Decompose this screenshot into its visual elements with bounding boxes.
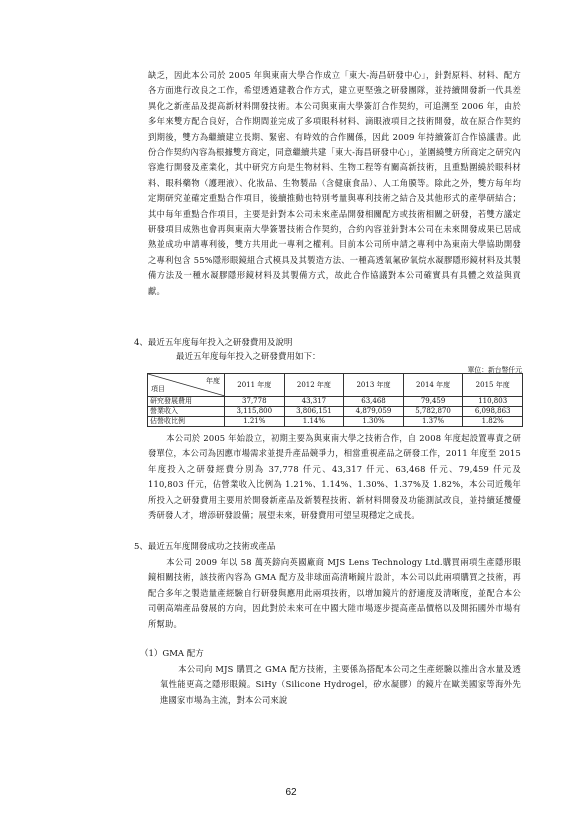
row-label: 佔營收比例: [148, 417, 225, 427]
paragraph-gma: [160, 662, 521, 708]
year-header: 2011 年度: [225, 374, 285, 397]
table-cell: 79,459: [403, 397, 463, 407]
table-cell: 43,317: [284, 397, 344, 407]
rd-expense-table: [147, 373, 523, 427]
year-header: 2013 年度: [344, 374, 404, 397]
corner-item-label: 項目: [151, 385, 165, 393]
table-header-row: [148, 374, 523, 397]
table-cell: 37,778: [225, 397, 285, 407]
year-header: 2012 年度: [284, 374, 344, 397]
table-corner-cell: [148, 374, 225, 397]
table-cell: 4,879,059: [344, 407, 404, 417]
paragraph-text: 缺乏，因此本公司於 2005 年與東南大學合作成立「東大-海昌研發中心」，針對原料、材料、配方各方面進行改良之工作，希望透過建教合作方式，建立更堅強之研發團隊，並持續開發新一代具差異化之新產品及提高新材料開發技術。本公司與東南大學簽訂合作契約，可追溯至 2006 年，由於多年來雙方配合良好，合作期間並完成了多項眼科材料、滴眼液項目之技術開發，故在原合作契約到期後，雙方為繼續建立長期、緊密、有時效的合作關係，因此 2009 年持續簽訂合作協議書。此份合作契約內容為根據雙方商定，同意繼續共建「東大-海昌研發中心」，並圍繞雙方所商定之研究內容進行開發及產業化，其中研究方向是生物材料、生物工程等有關高新技術，且重點圍繞於眼科材料、眼科藥物（護理液）、化妝品、生物製品（含健康食品）、人工角膜等。除此之外，雙方每年均定期研究並確定重點合作項目，後續推動也特別考量與專利技術之結合及其他形式的產學研結合；其中每年重點合作項目，主要是針對本公司未來產品開發相關配方或技術相關之研發，若雙方議定研發項目成熟也會再與東南大學簽署技術合作契約，合約內容並針對本公司在未來開發成果已居成熟並成功申請專利後，雙方共用此一專利之權利。目前本公司所申請之專利中為東南大學協助開發之專利包含 55%隱形眼鏡組合式模具及其製造方法、一種高透氧氟矽氧烷水凝膠隱形鏡材料及其製備方法及一種水凝膠隱形鏡材料及其製備方式，故此合作協議對本公司確實具有具體之效益與貢獻。: [148, 70, 521, 296]
table-cell: 63,468: [344, 397, 404, 407]
table-cell: 1.14%: [284, 417, 344, 427]
page-number: 62: [285, 787, 297, 798]
row-label: 研究發展費用: [148, 397, 225, 407]
paragraph-text: 本公司於 2005 年始設立，初期主要為與東南大學之技術合作，自 2008 年度起設置專責之研發單位，本公司為因應市場需求並提升產品競爭力，相當重視產品之研發工作，2011 年度至 2015 年度投入之研發經費分別為 37,778 仟元、43,317 仟元、63,468 仟元、79,459 仟元及 110,803 仟元，佔營業收入比例為 1.21%、1.14%、1.30%、1.37%及 1.82%，本公司近幾年所投入之研發費用主要用於開發新產品及新製程技術、新材料開發及功能測試改良，並持續延攬優秀研發人才，增添研發設備；展望未來，研發費用可望呈現穩定之成長。: [148, 433, 521, 521]
table-cell: 3,115,800: [225, 407, 285, 417]
row-label: 營業收入: [148, 407, 225, 417]
unit-label: 單位：新台幣仟元: [467, 366, 522, 374]
section-4-subheading: 最近五年度每年投入之研發費用如下：: [176, 352, 321, 362]
table-cell: 1.30%: [344, 417, 404, 427]
section-4-heading: 4、最近五年度每年投入之研發費用及說明: [134, 338, 293, 348]
paragraph-text: 本公司向 MJS 購買之 GMA 配方技術，主要係為搭配本公司之生產經驗以推出含水量及透氧性能更高之隱形眼鏡。SiHy（Silicone Hydrogel，矽水凝膠）的鏡片在歐美國家等海外先進國家市場為主流，對本公司來說: [160, 664, 521, 705]
table-row: [148, 417, 523, 427]
table-row: [148, 407, 523, 417]
paragraph-rd-expense: [148, 431, 521, 523]
year-header: 2014 年度: [403, 374, 463, 397]
table-cell: 1.82%: [463, 417, 523, 427]
corner-year-label: 年度: [206, 377, 220, 385]
table-cell: 1.21%: [225, 417, 285, 427]
table-cell: 1.37%: [403, 417, 463, 427]
table-cell: 3,806,151: [284, 407, 344, 417]
paragraph-text: 本公司 2009 年以 58 萬英鎊向英國廠商 MJS Lens Technology Ltd.購買兩項生產隱形眼鏡相關技術，該技術內容為 GMA 配方及非球面高清晰鏡片設計，本公司以此兩項購買之技術，再配合多年之製造量產經驗自行研發與應用此兩項技術，以增加鏡片的舒適度及清晰度，並配合本公司朝高端產品發展的方向，因此對於未來可在中國大陸市場逐步提高產品價格以及開拓國外市場有所幫助。: [148, 557, 521, 629]
table-cell: 5,782,870: [403, 407, 463, 417]
table-row: [148, 397, 523, 407]
table-cell: 6,098,863: [463, 407, 523, 417]
paragraph-mjs-purchase: [148, 555, 521, 632]
paragraph-research-center: [148, 68, 521, 299]
year-header: 2015 年度: [463, 374, 523, 397]
section-5-heading: 5、最近五年度開發成功之技術或產品: [134, 542, 276, 552]
table-cell: 110,803: [463, 397, 523, 407]
subsection-gma-heading: （1）GMA 配方: [140, 649, 204, 659]
